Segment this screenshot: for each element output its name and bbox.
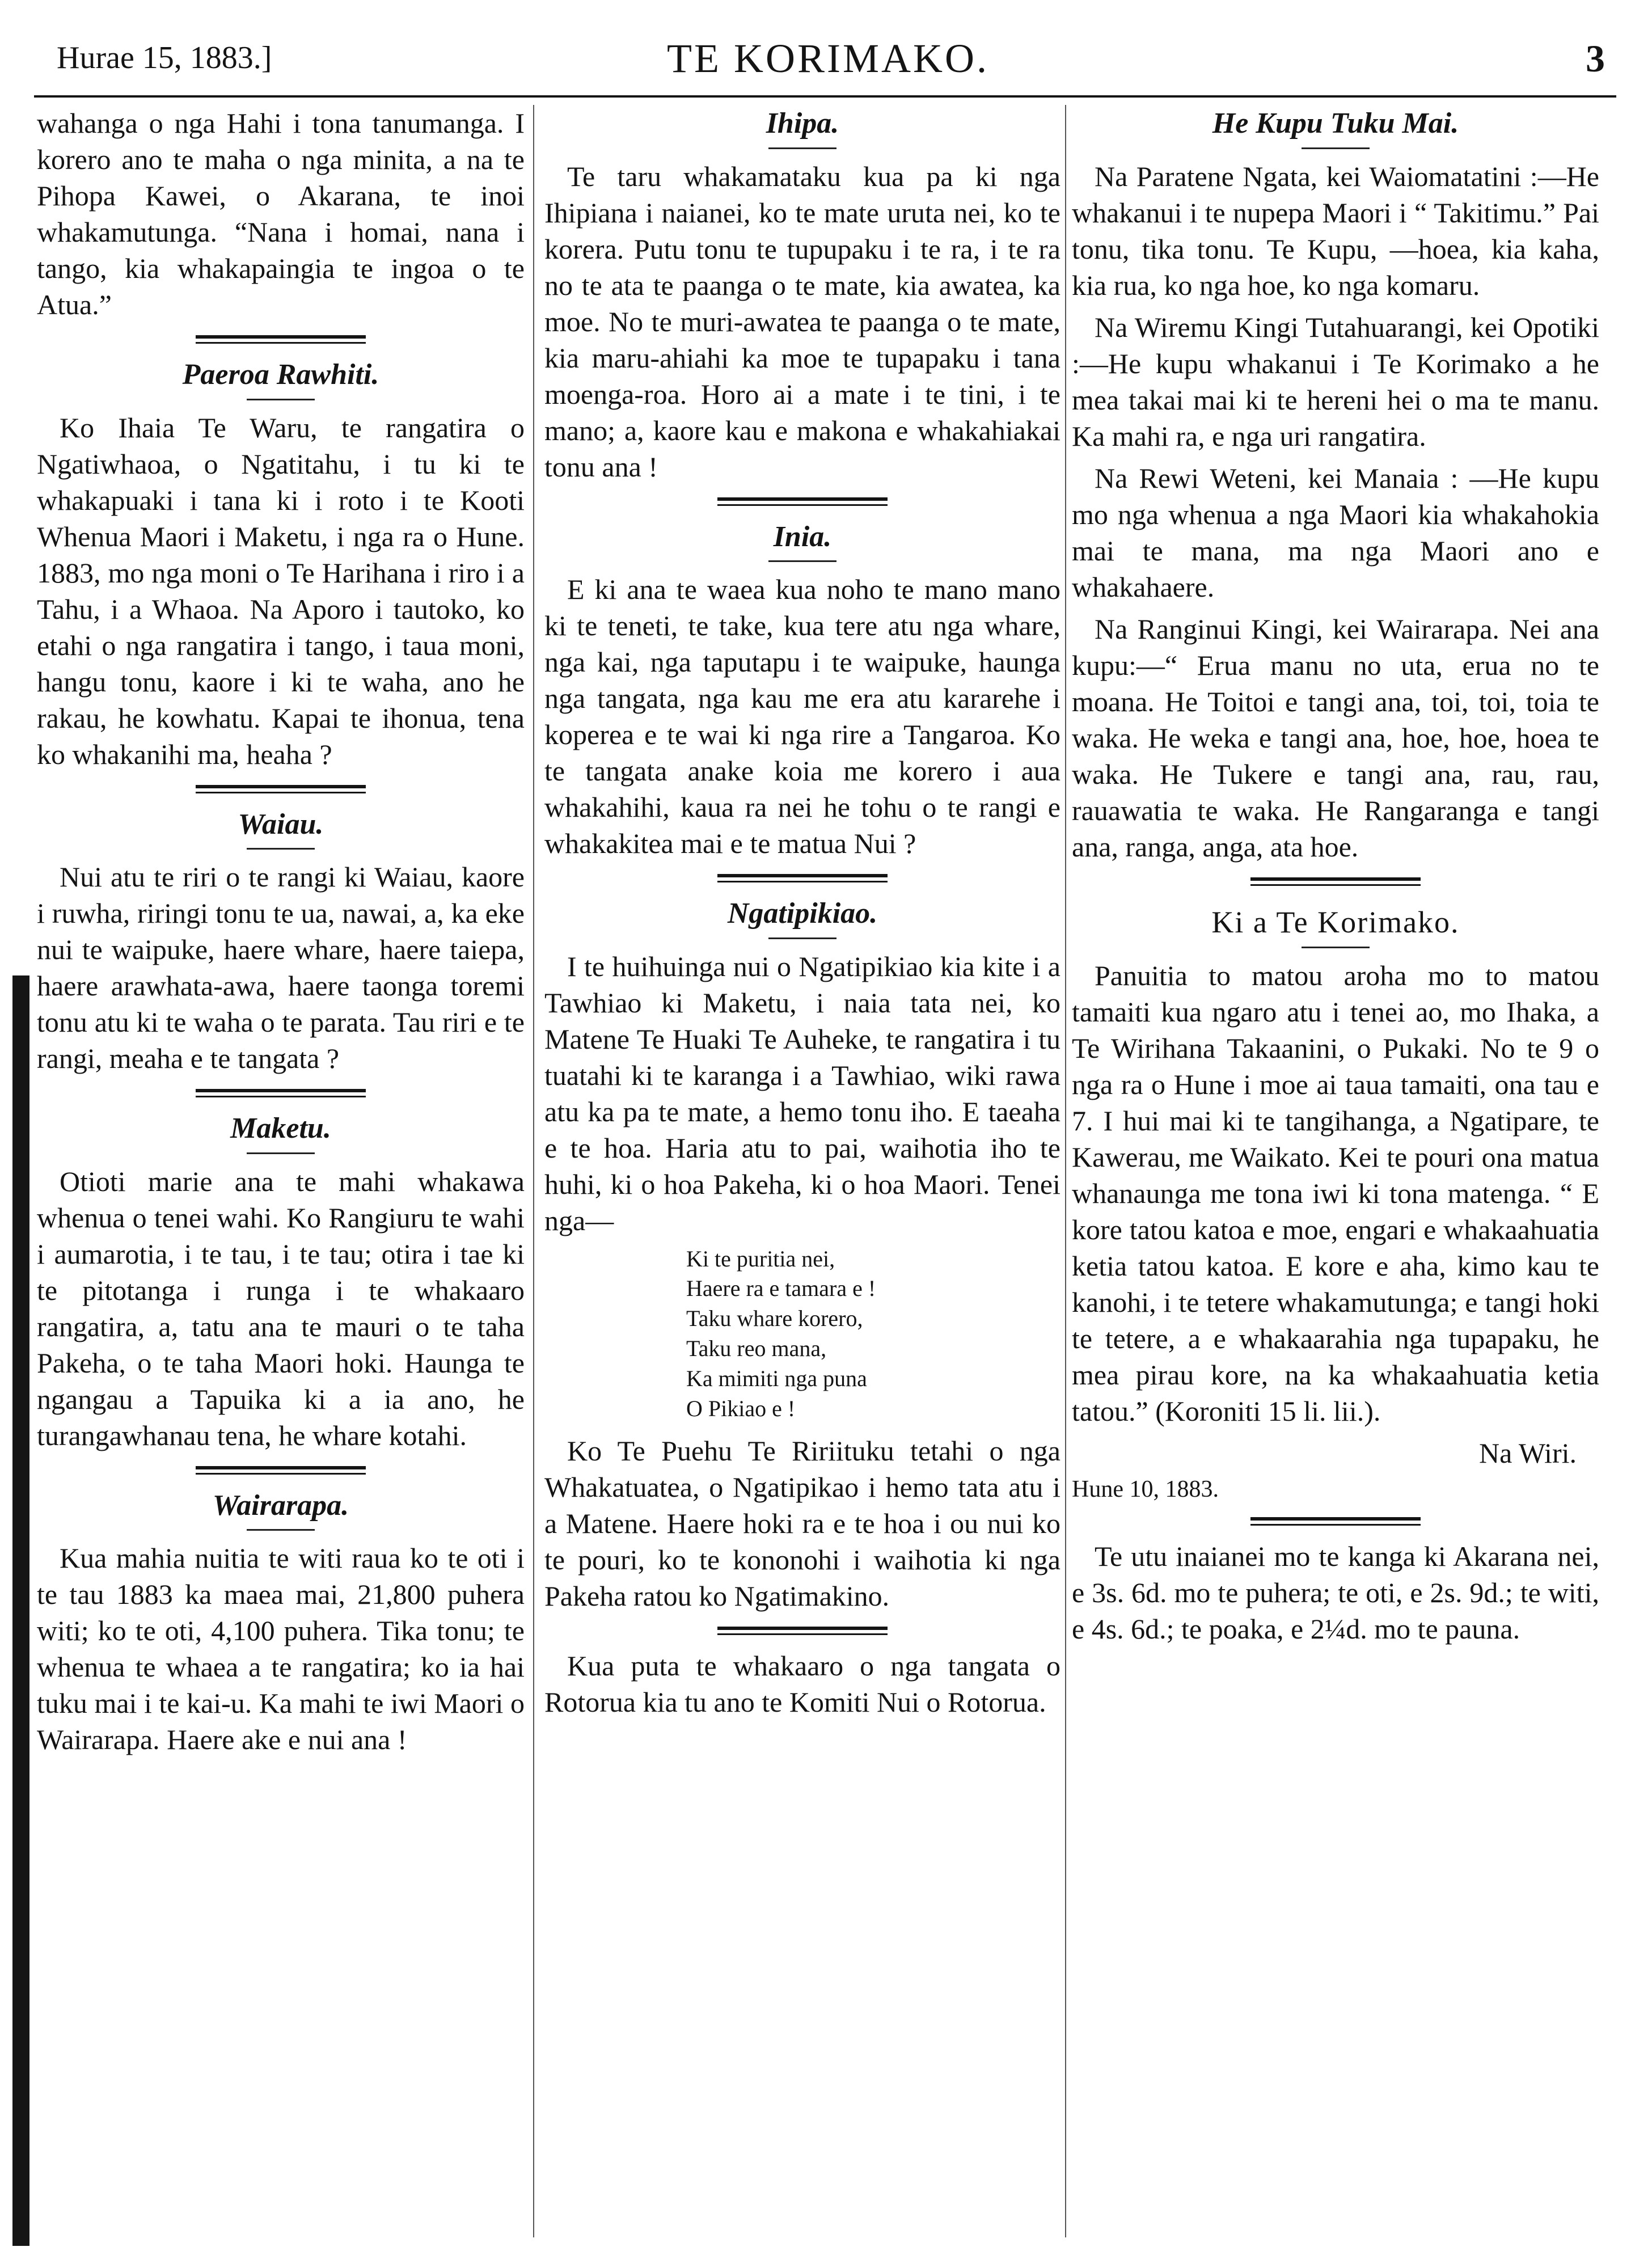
section-text: I te huihuinga nui o Ngatipikiao kia kite i a Tawhiao ki Maketu, i naia tata nei, ko Matene Te Huaki Te Auheke, te rangatira i tu tuatahi ki te karanga i a Tawhiao, wiki rawa atu ka pa te mate, a hemo tonu iho. E taeaha e te hoa. Haria atu to pai, waihotia iho te huhi, ki o hoa Pakeha, ki o hoa Maori. Tenei nga—	[544, 950, 1061, 1236]
title-rule	[247, 1529, 315, 1531]
kupu-paragraph: Na Wiremu Kingi Tutahuarangi, kei Opotiki :—He kupu whakanui i Te Korimako a he mea takai mai ki te hereni hei o ma te manu. Ka mahi ra, e nga uri rangatira.	[1072, 311, 1599, 452]
kupu-paragraph: Na Paratene Ngata, kei Waiomatatini :—He whakanui i te nupepa Maori i “ Takitimu.” Pai tonu, tika tonu. Te Kupu, —hoea, kia kaha, kia rua, ko nga hoe, ko nga komaru.	[1072, 160, 1599, 301]
page-header	[34, 23, 1622, 91]
letter-text: Panuitia to matou aroha mo to matou tamaiti kua ngaro atu i tenei ao, mo Ihaka, a Te Wirihana Takaanini, o Pukaki. No te 9 o nga ra o Hune i moe ai taua tamaiti, ona tau e 7. I hui mai ki te tangihanga, a Ngatipare, te Kawerau, me Waikato. Kei te pouri ona matua whanaunga me tona iwi ki tona matenga. “ E kore tatou katoa e moe, engari e whakaahuatia ketia tatou katoa. E kore e aha, kimo kau te kanohi, i te tetere whakamutunga; e tangi hoki te tetere, a e whakaarahia nga tupapaku, he mea pirau kore, na ka whakaahuatia ketia tatou.” (Koroniti 15 li. lii.).	[1072, 959, 1599, 1427]
section-maketu	[37, 1110, 525, 1454]
section-divider	[196, 335, 366, 344]
column-divider-2	[1065, 105, 1066, 2237]
binding-edge-shadow	[12, 975, 29, 2246]
section-letter	[1072, 903, 1599, 1505]
section-divider	[196, 1089, 366, 1097]
title-rule	[768, 560, 836, 562]
section-title: Waiau.	[238, 808, 324, 841]
poem-line: Ka mimiti nga puna	[686, 1365, 867, 1391]
section-text: Te taru whakamataku kua pa ki nga Ihipiana i naianei, ko te mate uruta nei, ko te korera. Putu tonu te tupupaku i te ra, i te ra no te ata te paanga o te mate, kia awatea, ka moe. No te muri-awatea te paanga o te mate, kia maru-ahiahi ka moe te tupapaku i tana moenga-roa. Horo ai a mate i te tini, i te mano; a, kaore kau e makona e whakahiakai tonu ana !	[544, 160, 1061, 483]
poem-line: O Pikiao e !	[686, 1395, 796, 1421]
section-inia	[544, 518, 1061, 862]
section-text: Kua mahia nuitia te witi raua ko te oti i te tau 1883 ka maea mai, 21,800 puhera witi; ko te oti, 4,100 puhera. Tika tonu; te whenua te whaea a te rangatira; ko ia hai tuku mai i te kai-u. Ka mahi te iwi Maori o Wairarapa. Haere ake e nui ana !	[37, 1542, 525, 1756]
section-divider	[1250, 1517, 1421, 1526]
section-divider	[717, 874, 888, 882]
section-divider	[196, 1466, 366, 1475]
section-title: Ngatipikiao.	[727, 897, 878, 930]
title-rule	[1302, 147, 1370, 149]
section-divider	[717, 497, 888, 506]
title-rule	[247, 1152, 315, 1154]
section-divider	[196, 785, 366, 793]
section-wairarapa	[37, 1487, 525, 1758]
section-text: Otioti marie ana te mahi whakawa whenua o tenei wahi. Ko Rangiuru te wahi i aumarotia, i te tau, i te tau; otira i tae ki te pitotanga i runga i te whakaaro rangatira, a, tatu ana te mauri o te taha Pakeha, o te taha Maori hoki. Haunga te ngangau a Tapuika ki a ia ano, he turangawhanau tena, he whare kotahi.	[37, 1165, 525, 1451]
title-rule	[1302, 947, 1370, 948]
section-waiau	[37, 806, 525, 1077]
header-title: TE KORIMAKO.	[667, 36, 989, 81]
section-title: Paeroa Rawhiti.	[182, 358, 379, 391]
section-kupu-tuku-mai	[1072, 105, 1599, 865]
intro-paragraph: wahanga o nga Hahi i tona tanumanga. I korero ano te maha o nga minita, a na te Pihopa Kawei, o Akarana, te inoi whakamutunga. “Nana i homai, nana i tango, kia whakapaingia te ingoa o te Atua.”	[37, 107, 525, 320]
section-ihipa	[544, 105, 1061, 485]
poem-line: Taku whare korero,	[686, 1306, 863, 1332]
column-1	[37, 105, 525, 2237]
title-rule	[247, 399, 315, 400]
title-rule	[768, 937, 836, 939]
column-3	[1072, 105, 1599, 2237]
poem-line: Ki te puritia nei,	[686, 1245, 835, 1272]
section-title: Maketu.	[230, 1112, 331, 1145]
section-text-continued: Ko Te Puehu Te Ririituku tetahi o nga Whakatuatea, o Ngatipikao i hemo tata atu i a Matene. Haere hoki ra e te hoa i ou nui ko te pouri, ko te kononohi i waihotia ki nga Pakeha ratou ko Ngatimakino.	[544, 1435, 1061, 1612]
title-rule	[247, 848, 315, 850]
section-title: He Kupu Tuku Mai.	[1212, 107, 1459, 140]
letter-title: Ki a Te Korimako.	[1211, 905, 1460, 939]
price-paragraph: Te utu inaianei mo te kanga ki Akarana nei, e 3s. 6d. mo te puhera; te oti, e 2s. 9d.; te witi, e 4s. 6d.; te poaka, e 2¼d. mo te pauna.	[1072, 1540, 1599, 1645]
section-text: Ko Ihaia Te Waru, te rangatira o Ngatiwhaoa, o Ngatitahu, i tu ki te whakapuaki i tana ki i roto i te Kooti Whenua Maori i Maketu, i nga ra o Hune. 1883, mo nga moni o Te Harihana i riro i a Tahu, i a Whaoa. Na Aporo i tautoko, ko etahi o nga rangatira i tango, i taua moni, hangu tonu, kaore i ki te waha, ano he rakau, he kowhatu. Kapai te ihonua, tena ko whakanihi ma, heaha ?	[37, 411, 525, 770]
poem-line: Taku reo mana,	[686, 1336, 827, 1362]
column-divider-1	[533, 105, 534, 2237]
kupu-paragraph: Na Rewi Weteni, kei Manaia : —He kupu mo nga whenua a nga Maori kia whakahokia mai te mana, ma nga Maori ano e whakahaere.	[1072, 462, 1599, 603]
poem-line: Haere ra e tamara e !	[686, 1276, 876, 1302]
header-date: Hurae 15, 1883.]	[57, 40, 272, 75]
section-text: E ki ana te waea kua noho te mano mano ki te teneti, te take, kua tere atu nga whare, nga kai, nga taputapu i te waipuke, haunga nga tangata, nga kau me era atu kararehe i koperea e te wai ki nga rire a Tangaroa. Ko te tangata anake koia me korero i aua whakahihi, kaua ra nei he tohu o te rangi e whakakitea mai e te matua Nui ?	[544, 573, 1061, 860]
letter-date: Hune 10, 1883.	[1072, 1476, 1219, 1502]
page-number: 3	[1586, 37, 1605, 80]
letter-signature: Na Wiri.	[1478, 1437, 1577, 1469]
section-ngatipikiao	[544, 895, 1061, 1614]
section-title: Ihipa.	[766, 107, 839, 140]
title-rule	[768, 147, 836, 149]
section-title: Wairarapa.	[212, 1489, 349, 1522]
section-divider	[717, 1627, 888, 1635]
section-title: Inia.	[773, 520, 832, 553]
section-paeroa-rawhiti	[37, 356, 525, 772]
kupu-paragraph: Na Ranginui Kingi, kei Wairarapa. Nei ana kupu:—“ Erua manu no uta, erua no te moana. He Toitoi e tangi ana, toi, toi, toia te waka. He weka e tangi ana, hoe, hoe, hoea te waka. He Tukere e tangi ana, rau, rau, rauawatia te waka. He Rangaranga e tangi ana, ranga, anga, ata hoe.	[1072, 613, 1599, 863]
closing-paragraph: Kua puta te whakaaro o nga tangata o Rotorua kia tu ano te Komiti Nui o Rotorua.	[544, 1650, 1061, 1718]
column-2	[544, 105, 1061, 2237]
section-divider	[1250, 877, 1421, 886]
section-text: Nui atu te riri o te rangi ki Waiau, kaore i ruwha, riringi tonu te ua, nawai, a, ka eke nui te waipuke, haere whare, haere taiepa, haere arawhata-awa, haere taonga toremi tonu atu ki te waha o te parata. Tau riri e te rangi, meaha e te tangata ?	[37, 861, 525, 1075]
header-rule	[34, 95, 1616, 98]
lament-poem	[686, 1244, 1061, 1424]
